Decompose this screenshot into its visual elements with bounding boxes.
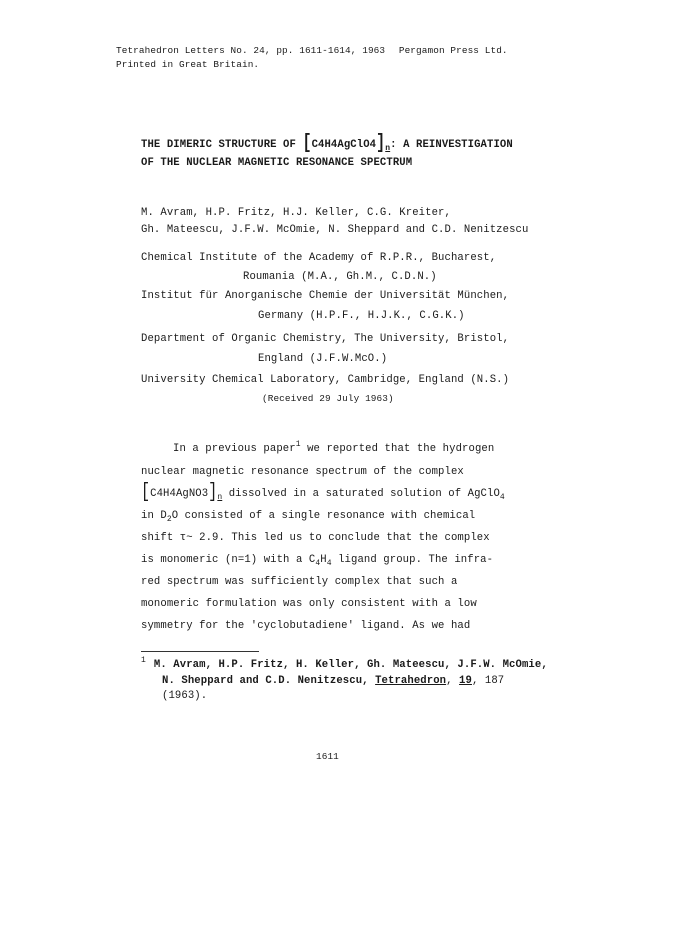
printed-in: Printed in Great Britain. xyxy=(116,59,260,70)
footnote-line-2: N. Sheppard and C.D. Nenitzescu, Tetrahedron, 19, 187 xyxy=(162,675,505,687)
body-line-9: symmetry for the 'cyclobutadiene' ligand. As we had xyxy=(141,620,471,632)
title-formula: $[C4H4AgClO4]_n$ xyxy=(302,131,391,155)
journal-name: Tetrahedron xyxy=(375,675,447,687)
body-line-4: in $D_2O$ consisted of a single resonance with chemical xyxy=(141,510,476,524)
citation-text: Tetrahedron Letters No. 24, pp. 1611-1614, 1963 xyxy=(116,45,386,56)
body-line-7: red spectrum was sufficiently complex that such a xyxy=(141,576,458,588)
authors-line1: M. Avram, H.P. Fritz, H.J. Keller, C.G. Kreiter, xyxy=(141,207,451,219)
body-line-8: monomeric formulation was only consistent with a low xyxy=(141,598,477,610)
footnote-rule xyxy=(141,651,259,652)
body-line-6: is monomeric (n=1) with a $C_4H_4$ ligand group. The infra- xyxy=(141,554,494,568)
affiliation-1: Chemical Institute of the Academy of R.P.R., Bucharest, xyxy=(141,252,497,264)
affiliation-4: University Chemical Laboratory, Cambridge, England (N.S.) xyxy=(141,374,510,386)
footnote-line-1: $^1$ M. Avram, H.P. Fritz, H. Keller, Gh. Mateescu, J.F.W. McOmie, xyxy=(141,656,548,671)
footnote-mark: 1 xyxy=(141,656,146,665)
affiliation-2-country: Germany (H.P.F., H.J.K., C.G.K.) xyxy=(258,310,465,322)
affiliation-1-country: Roumania (M.A., Gh.M., C.D.N.) xyxy=(243,271,437,283)
title-text-post: : A REINVESTIGATION xyxy=(390,139,513,151)
body-line-3: $[C4H4AgNO3]_n$ dissolved in a saturated solution of AgClO$_4$ xyxy=(141,480,505,504)
complex-formula: C4H4AgNO3 xyxy=(150,488,209,500)
footnote-ref: 1 xyxy=(295,440,301,449)
affiliation-2: Institut für Anorganische Chemie der Universität München, xyxy=(141,290,510,302)
article-title-line2: OF THE NUCLEAR MAGNETIC RESONANCE SPECTRUM xyxy=(141,157,413,169)
article-title-line1 xyxy=(141,131,513,155)
body-line-5: shift τ~ 2.9. This led us to conclude that the complex xyxy=(141,532,490,544)
received-date: (Received 29 July 1963) xyxy=(262,393,394,404)
affiliation-3: Department of Organic Chemistry, The University, Bristol, xyxy=(141,333,510,345)
body-line-2: nuclear magnetic resonance spectrum of the complex xyxy=(141,466,464,478)
title-text: THE DIMERIC STRUCTURE OF xyxy=(141,139,296,151)
footnote-line-3: (1963). xyxy=(162,690,208,702)
journal-citation xyxy=(116,45,508,56)
affiliation-3-country: England (J.F.W.McO.) xyxy=(258,353,388,365)
volume: 19 xyxy=(459,675,472,687)
page-number: 1611 xyxy=(316,751,339,762)
publisher: Pergamon Press Ltd. xyxy=(398,45,508,56)
authors-line2: Gh. Mateescu, J.F.W. McOmie, N. Sheppard and C.D. Nenitzescu xyxy=(141,224,529,236)
body-line-1: In a previous paper$^1$ we reported that the hydrogen xyxy=(173,440,495,455)
